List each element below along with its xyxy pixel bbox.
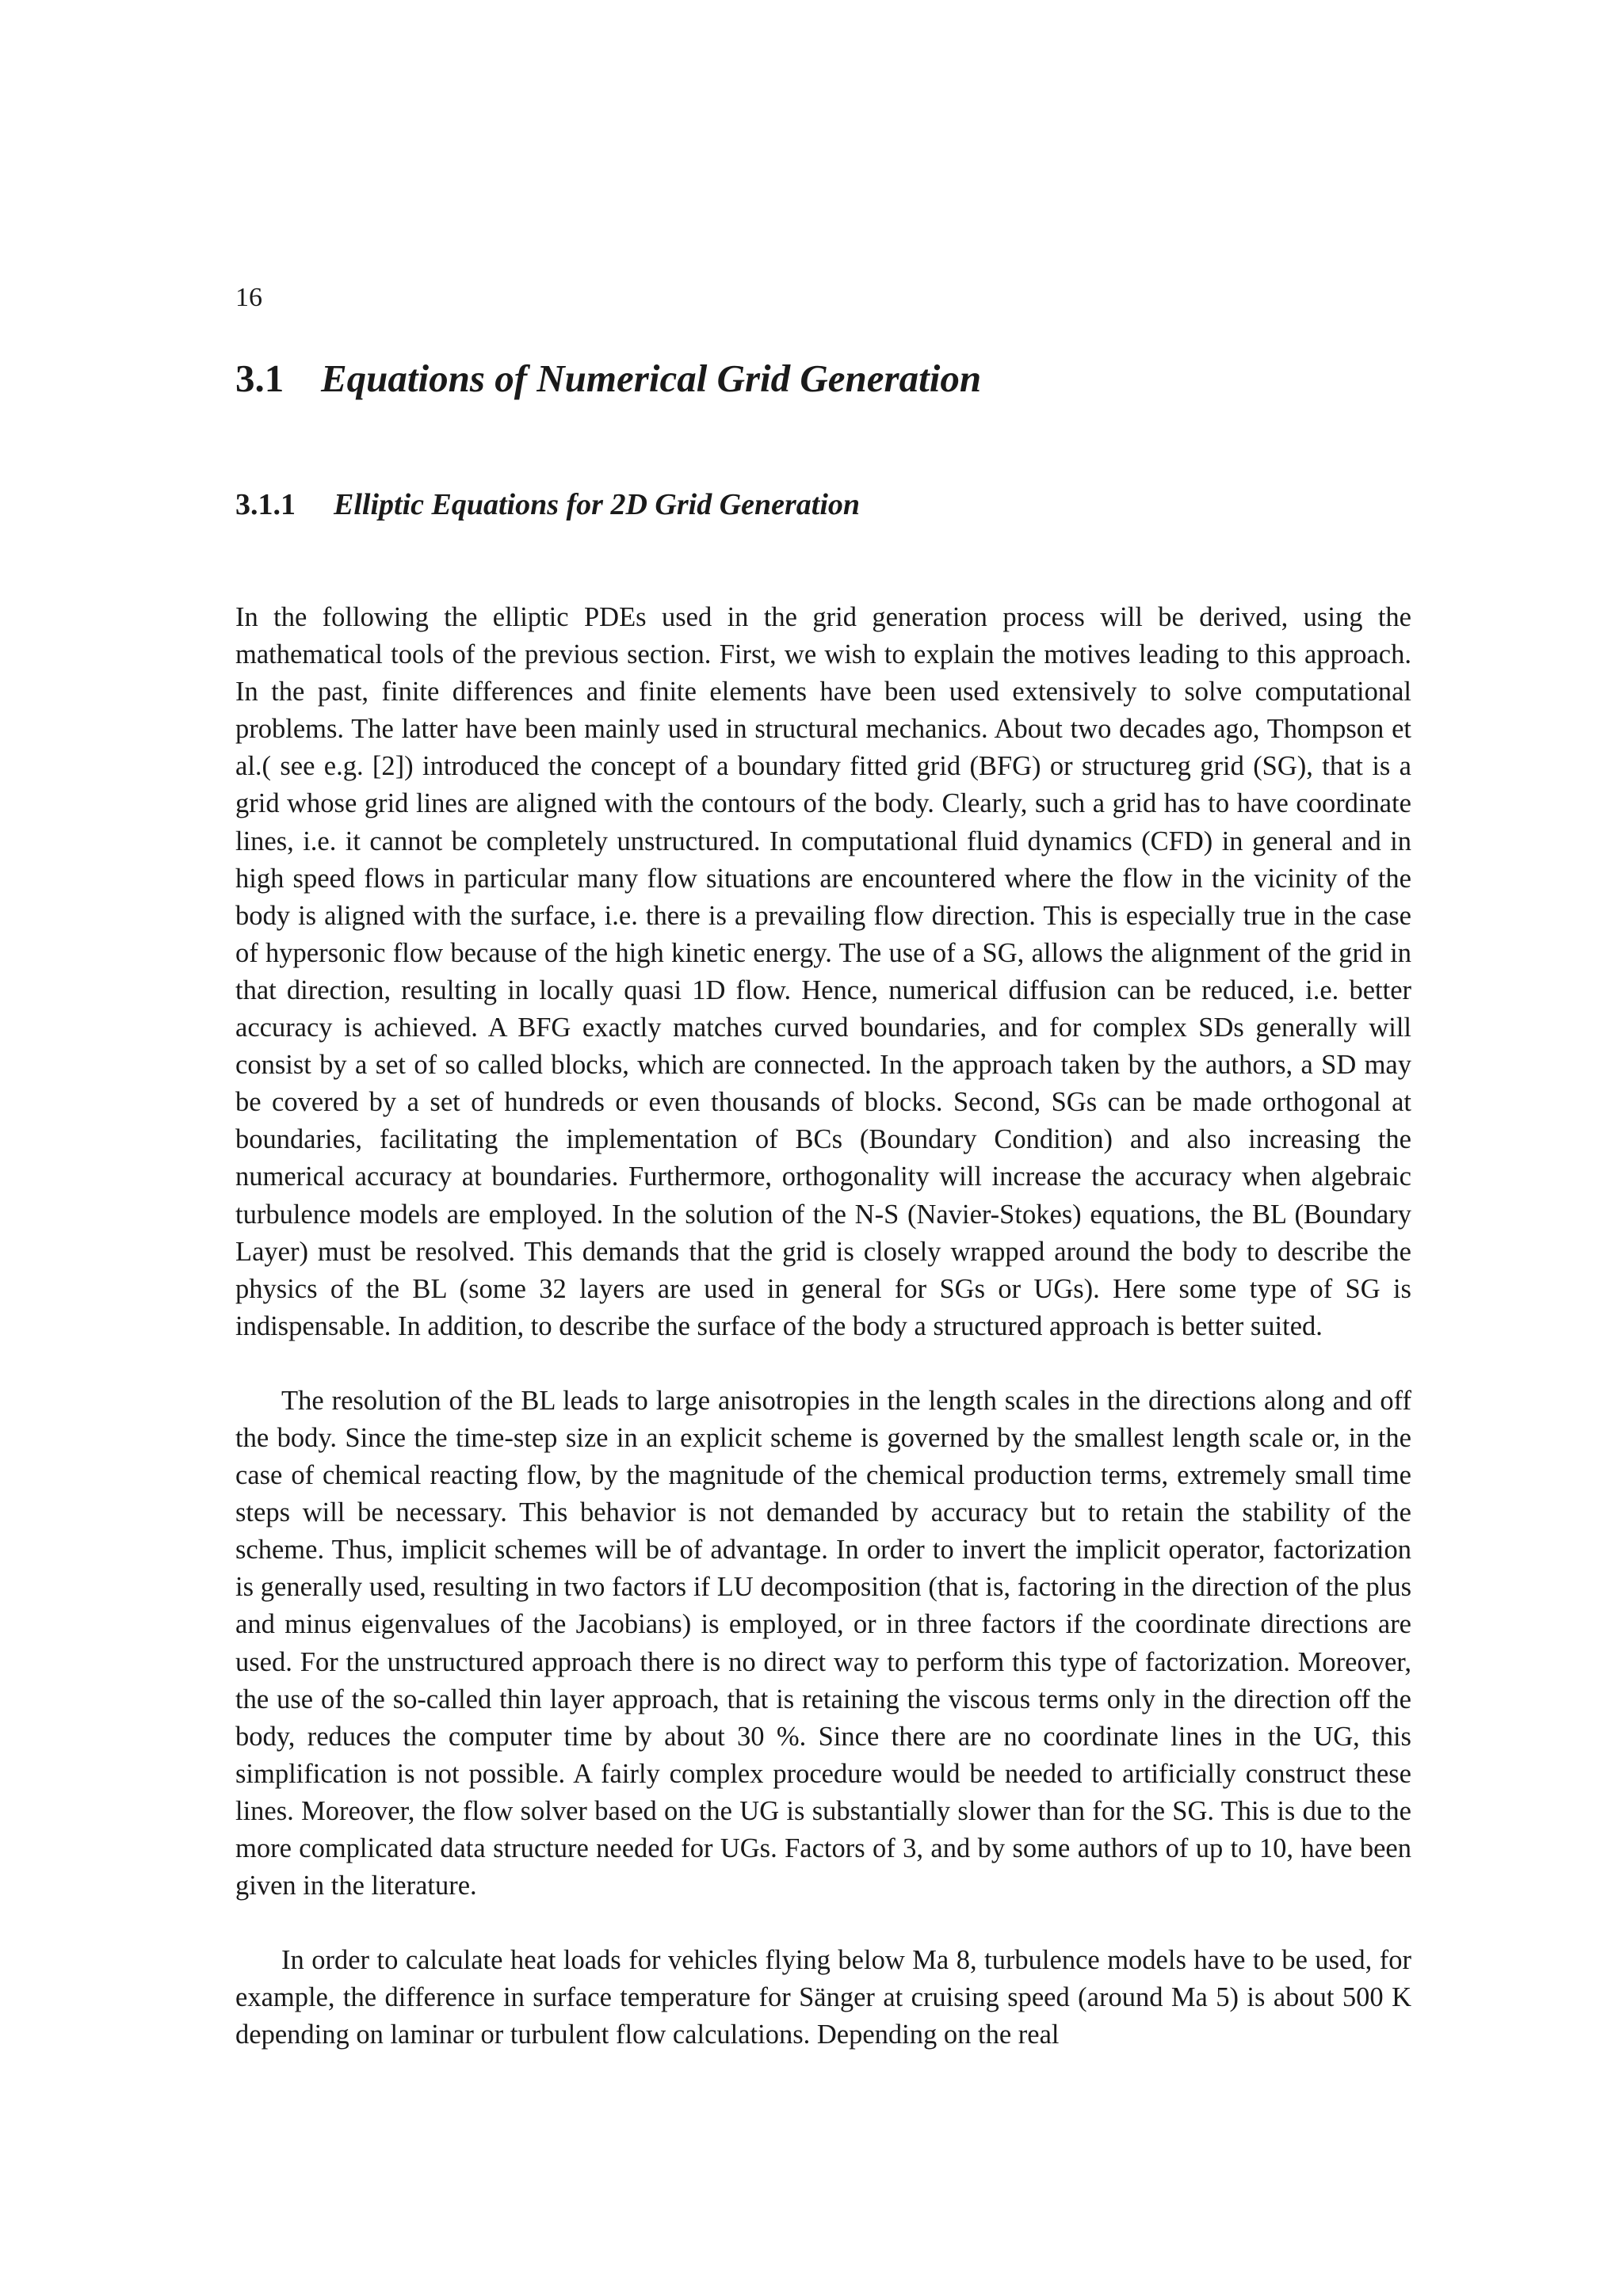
section-number: 3.1 bbox=[235, 357, 285, 400]
paragraph-3: In order to calculate heat loads for vehicles flying below Ma 8, turbulence models have to be used, for example, the difference in surface temperature for Sänger at cruising speed (around Ma 5) is about 500 K depending on laminar or turbulent flow calculations. Depending on the real bbox=[235, 1945, 1411, 2050]
section-title: Equations of Numerical Grid Generation bbox=[321, 357, 982, 400]
subsection-title: Elliptic Equations for 2D Grid Generation bbox=[334, 488, 861, 521]
paragraph-2: The resolution of the BL leads to large anisotropies in the length scales in the directions along and off the body. Since the time-step size in an explicit scheme is governed by the smallest length scale or, in the case of chemical reacting flow, by the magnitude of the chemical production terms, extremely small time steps will be necessary. This behavior is not demanded by accuracy but to retain the stability of the scheme. Thus, implicit schemes will be of advantage. In order to invert the implicit operator, factorization is generally used, resulting in two factors if LU decomposition (that is, factoring in the direction of the plus and minus eigenvalues of the Jacobians) is employed, or in three factors if the coordinate directions are used. For the unstructured approach there is no direct way to perform this type of factorization. Moreover, the use of the so-called thin layer approach, that is retaining the viscous terms only in the direction off the body, reduces the computer time by about 30 %. Since there are no coordinate lines in the UG, this simplification is not possible. A fairly complex procedure would be needed to artificially construct these lines. Moreover, the flow solver based on the UG is substantially slower than for the SG. This is due to the more complicated data structure needed for UGs. Factors of 3, and by some authors of up to 10, have been given in the literature. bbox=[235, 1385, 1411, 1901]
body-text bbox=[235, 599, 1411, 2091]
subsection-heading bbox=[235, 486, 860, 523]
paragraph-1: In the following the elliptic PDEs used in the grid generation process will be derived, using the mathematical tools of the previous section. First, we wish to explain the motives leading to this approach. In the past, finite differences and finite elements have been used extensively to solve computational problems. The latter have been mainly used in structural mechanics. About two decades ago, Thompson et al.( see e.g. [2]) introduced the concept of a boundary fitted grid (BFG) or structureg grid (SG), that is a grid whose grid lines are aligned with the contours of the body. Clearly, such a grid has to have coordinate lines, i.e. it cannot be completely unstructured. In computational fluid dynamics (CFD) in general and in high speed flows in particular many flow situations are encountered where the flow in the vicinity of the body is aligned with the surface, i.e. there is a prevailing flow direction. This is especially true in the case of hypersonic flow because of the high kinetic energy. The use of a SG, allows the alignment of the grid in that direction, resulting in locally quasi 1D flow. Hence, numerical diffusion can be reduced, i.e. better accuracy is achieved. A BFG exactly matches curved boundaries, and for complex SDs generally will consist by a set of so called blocks, which are connected. In the approach taken by the authors, a SD may be covered by a set of hundreds or even thousands of blocks. Second, SGs can be made orthogonal at boundaries, facilitating the implementation of BCs (Boundary Condition) and also increasing the numerical accuracy at boundaries. Furthermore, orthogonality will increase the accuracy when algebraic turbulence models are employed. In the solution of the N-S (Navier-Stokes) equations, the BL (Boundary Layer) must be resolved. This demands that the grid is closely wrapped around the body to describe the physics of the BL (some 32 layers are used in general for SGs or UGs). Here some type of SG is indispensable. In addition, to describe the surface of the body a structured approach is better suited. bbox=[235, 602, 1411, 1341]
page-number: 16 bbox=[235, 283, 262, 312]
section-heading bbox=[235, 355, 981, 402]
subsection-number: 3.1.1 bbox=[235, 488, 296, 521]
